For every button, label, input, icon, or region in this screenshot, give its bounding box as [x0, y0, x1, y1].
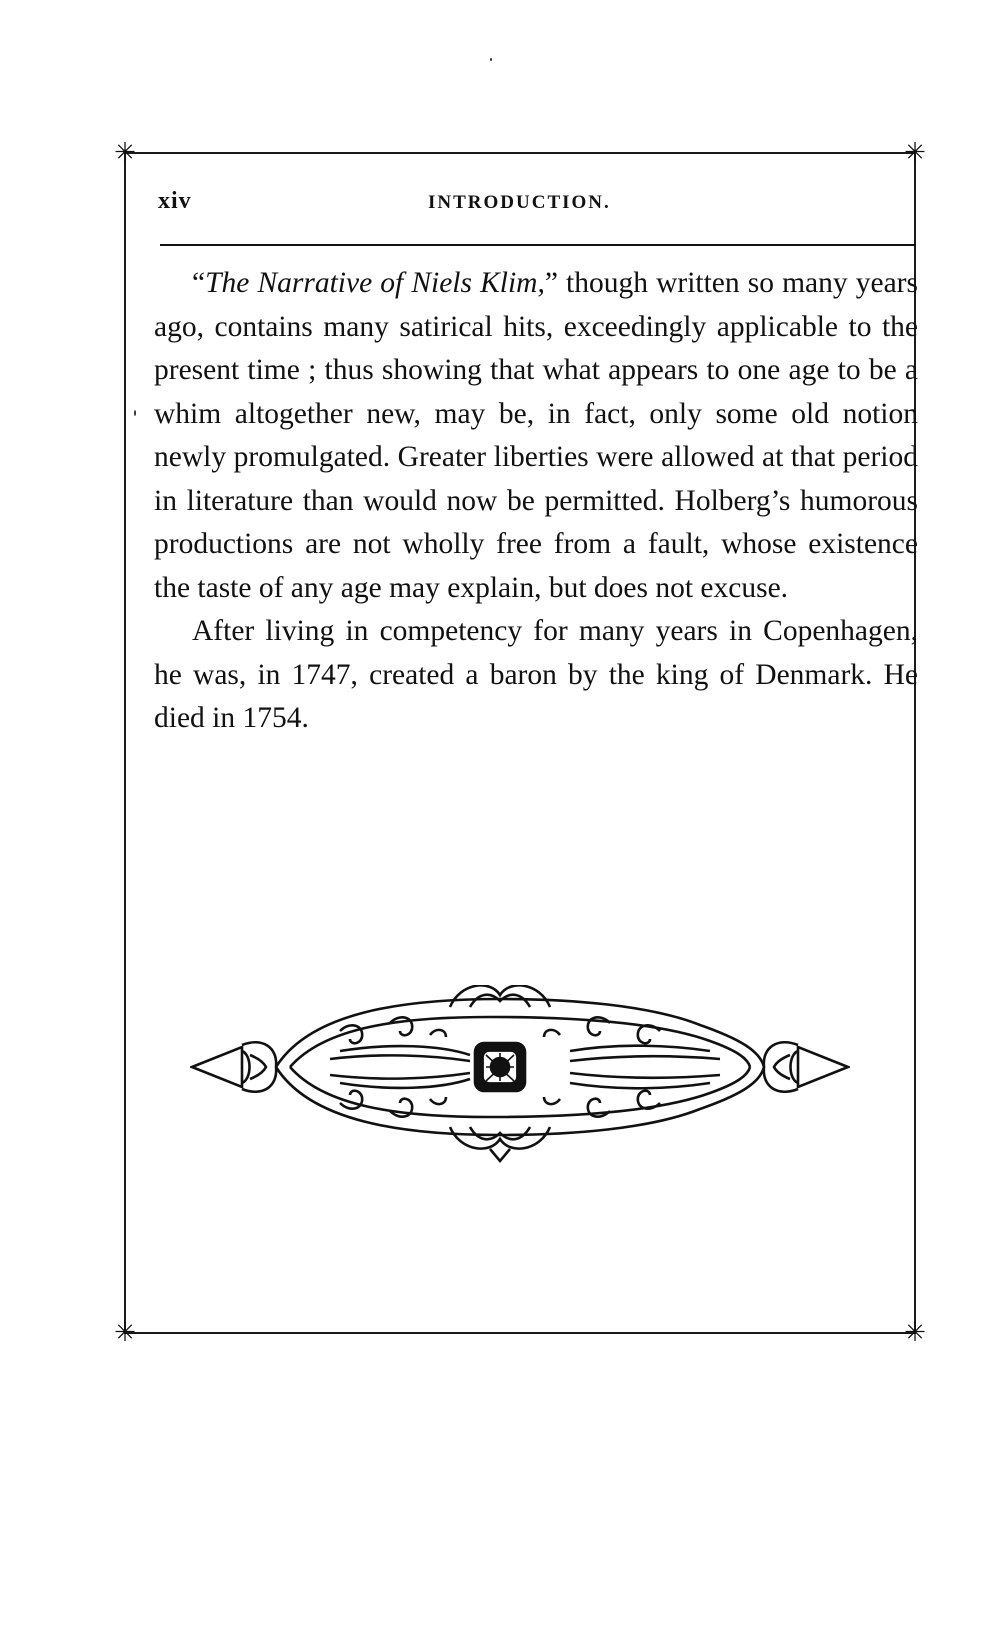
running-title: INTRODUCTION.	[428, 192, 611, 213]
paragraph-1	[154, 262, 918, 610]
ink-speck	[134, 410, 136, 416]
paragraph-1-text: though written so many years ago, contains many satirical hits, exceedingly applicable to the present time ; thus showing that what appears to one age to be a whim altogether new, may be, in fact, only some old notion newly promulgated. Greater liberties were allowed at that period in literature than would now be permitted. Holberg’s humorous productions are not wholly free from a fault, whose existence the taste of any age may explain, but does not excuse.	[154, 267, 918, 604]
page-number: xiv	[158, 188, 192, 214]
corner-star-icon: ✳	[904, 1318, 926, 1347]
body-text	[154, 262, 918, 741]
ink-speck	[490, 58, 492, 61]
corner-star-icon: ✳	[114, 1318, 136, 1347]
frame-top-rule	[124, 152, 916, 154]
corner-star-icon: ✳	[114, 138, 136, 167]
paragraph-2: After living in competency for many years in Copenhagen, he was, in 1747, created a baron by the king of Denmark. He died in 1754.	[154, 615, 918, 734]
corner-star-icon: ✳	[904, 138, 926, 167]
quote-open: “	[192, 267, 206, 299]
ornamental-scroll-icon	[190, 985, 850, 1205]
quote-close: ”	[544, 267, 558, 299]
frame-bottom-rule	[124, 1332, 916, 1334]
book-title: The Narrative of Niels Klim,	[205, 267, 545, 299]
header-rule	[160, 244, 916, 246]
frame-left-rule	[124, 152, 126, 1334]
